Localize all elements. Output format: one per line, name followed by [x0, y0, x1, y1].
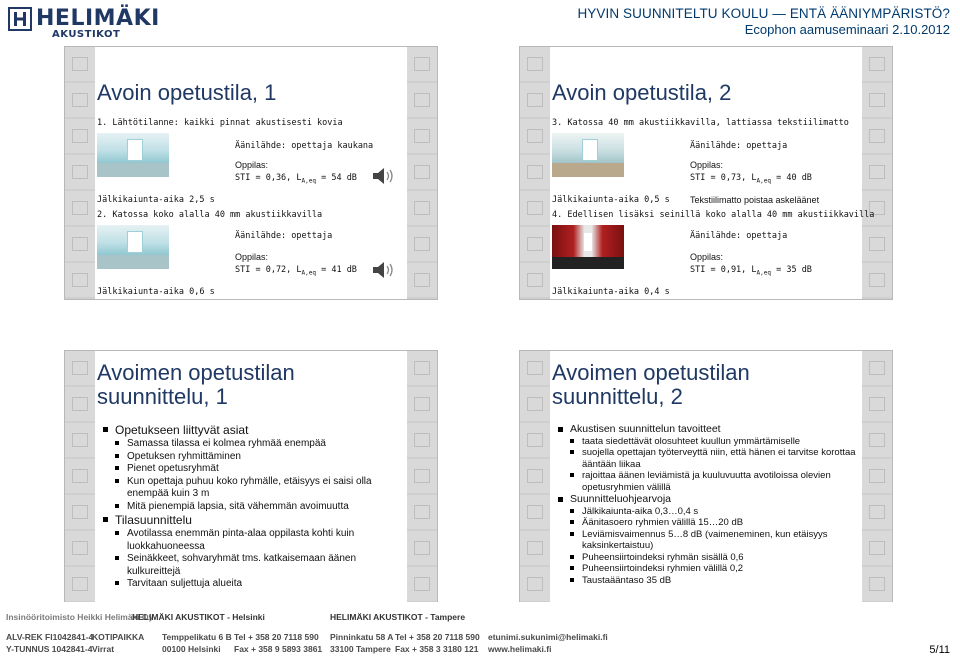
slide-thumbnail-2[interactable] [519, 46, 893, 300]
footer-vat: ALV-REK FI1042841-4 [6, 632, 94, 642]
slide-title-line1: Avoimen opetustilan [97, 360, 295, 385]
border-ornament [869, 93, 885, 107]
sound-level: = 40 dB [770, 173, 812, 183]
sti-subscript: A,eq [756, 177, 771, 185]
border-ornament [527, 237, 543, 251]
footer-website[interactable]: www.helimaki.fi [488, 644, 552, 654]
border-ornament [869, 541, 885, 555]
border-ornament [527, 201, 543, 215]
reverberation-time: Jälkikaiunta-aika 0,5 s [552, 195, 670, 205]
slide-content [550, 47, 875, 299]
border-ornament [72, 201, 88, 215]
border-ornament [527, 361, 543, 375]
sub-bullet-item: Jälkikaiunta-aika 0,3…0,4 s [556, 506, 856, 518]
border-ornament [527, 93, 543, 107]
slide-title [97, 361, 295, 409]
footer-phone-helsinki: Tel + 358 20 7118 590 [234, 632, 319, 642]
footer-office-helsinki: HELIMÄKI AKUSTIKOT - Helsinki [132, 612, 265, 622]
sound-source-label: Äänilähde: opettaja [235, 231, 333, 241]
sti-subscript: A,eq [301, 269, 316, 277]
border-ornament [527, 57, 543, 71]
border-ornament [414, 237, 430, 251]
sub-bullet-item: Äänitasoero ryhmien välillä 15…20 dB [556, 517, 856, 529]
slide-content [95, 47, 407, 299]
border-ornament [72, 397, 88, 411]
sub-bullet-item: suojella opettajan työterveyttä niin, että hänen ei tarvitse korottaa ääntään liikaa [556, 447, 856, 470]
slide-thumbnail-4[interactable] [519, 350, 893, 604]
border-ornament [869, 469, 885, 483]
sub-bullet-item: Pienet opetusryhmät [101, 463, 401, 476]
sound-level: = 41 dB [315, 265, 357, 275]
sub-bullet-item: rajoittaa äänen leviämistä ja kuuluvuutta avotiloissa olevien opetusryhmien välillä [556, 470, 856, 493]
border-ornament [414, 433, 430, 447]
footer-address-helsinki: Temppelikatu 6 B [162, 632, 232, 642]
footer [0, 602, 960, 656]
footer-fax-helsinki: Fax + 358 9 5893 3861 [234, 644, 323, 654]
border-ornament [414, 57, 430, 71]
footer-company: Insinööritoimisto Heikki Helimäki Oy [6, 612, 154, 622]
border-ornament [72, 129, 88, 143]
border-ornament [869, 237, 885, 251]
border-ornament [869, 433, 885, 447]
border-ornament [527, 273, 543, 287]
slide-thumbnail-3[interactable] [64, 350, 438, 604]
sound-source-label: Äänilähde: opettaja kaukana [235, 141, 374, 151]
slide-title [552, 361, 750, 409]
slide-content [95, 351, 407, 603]
border-ornament [72, 541, 88, 555]
sti-text: STI = 0,36, L [235, 173, 302, 183]
border-ornament [72, 469, 88, 483]
border-ornament [414, 505, 430, 519]
room-render-image [552, 225, 624, 269]
border-ornament [527, 469, 543, 483]
sub-bullet-item: Opetuksen ryhmittäminen [101, 451, 401, 464]
border-ornament [869, 273, 885, 287]
sound-level: = 35 dB [770, 265, 812, 275]
case-heading: 2. Katossa koko alalla 40 mm akustiikkavilla [97, 210, 323, 220]
case-note: Tekstiilimatto poistaa askeläänet [690, 195, 820, 205]
slide-title-line2: suunnittelu, 1 [97, 384, 228, 409]
slide-border-right [407, 47, 437, 299]
border-ornament [72, 165, 88, 179]
border-ornament [527, 541, 543, 555]
reverberation-time: Jälkikaiunta-aika 0,6 s [97, 287, 215, 297]
sti-text: STI = 0,91, L [690, 265, 757, 275]
border-ornament [869, 129, 885, 143]
border-ornament [72, 505, 88, 519]
document-title-line1: HYVIN SUUNNITELTU KOULU — ENTÄ ÄÄNIYMPÄRISTÖ? [577, 6, 950, 21]
border-ornament [72, 577, 88, 591]
border-ornament [869, 361, 885, 375]
room-render-image [97, 133, 169, 177]
footer-office-tampere: HELIMÄKI AKUSTIKOT - Tampere [330, 612, 466, 622]
footer-address-tampere: Pinninkatu 58 A [330, 632, 394, 642]
footer-phone-tampere: Tel + 358 20 7118 590 [395, 632, 480, 642]
border-ornament [527, 129, 543, 143]
slide-content [550, 351, 862, 603]
border-ornament [527, 505, 543, 519]
slide-title: Avoin opetustila, 2 [552, 80, 732, 105]
border-ornament [869, 57, 885, 71]
student-label: Oppilas: [235, 160, 269, 170]
case-heading: 1. Lähtötilanne: kaikki pinnat akustisesti kovia [97, 118, 343, 128]
helimaki-logo [8, 4, 160, 40]
sti-value [690, 173, 812, 185]
border-ornament [527, 165, 543, 179]
footer-business-id: Y-TUNNUS 1042841-4 [6, 644, 93, 654]
slide-title: Avoin opetustila, 1 [97, 80, 277, 105]
border-ornament [414, 273, 430, 287]
sti-subscript: A,eq [756, 269, 771, 277]
brand-subtitle: AKUSTIKOT [52, 29, 121, 40]
footer-domicile: Virrat [92, 644, 115, 654]
slide-border-left [65, 351, 95, 603]
border-ornament [72, 361, 88, 375]
room-render-image [97, 225, 169, 269]
border-ornament [414, 577, 430, 591]
sub-bullet-item: Tarvitaan suljettuja alueita [101, 578, 401, 591]
sub-bullet-item: Puheensiirtoindeksi ryhmien välillä 0,2 [556, 563, 856, 575]
student-label: Oppilas: [235, 252, 269, 262]
sub-bullet-item: Avotilassa enemmän pinta-alaa oppilasta kohti kuin luokkahuoneessa [101, 528, 401, 553]
footer-postcode-helsinki: 00100 Helsinki [162, 644, 221, 654]
border-ornament [414, 165, 430, 179]
sound-level: = 54 dB [315, 173, 357, 183]
border-ornament [869, 577, 885, 591]
slide-border-left [65, 47, 95, 299]
border-ornament [527, 433, 543, 447]
footer-email[interactable]: etunimi.sukunimi@helimaki.fi [488, 632, 608, 642]
border-ornament [72, 433, 88, 447]
slide-thumbnail-1[interactable] [64, 46, 438, 300]
border-ornament [414, 93, 430, 107]
sub-bullet-item: Samassa tilassa ei kolmea ryhmää enempää [101, 438, 401, 451]
border-ornament [72, 93, 88, 107]
sti-text: STI = 0,72, L [235, 265, 302, 275]
room-render-image [552, 133, 624, 177]
slide-border-right [862, 351, 892, 603]
page-number: 5/11 [929, 644, 950, 656]
sub-bullet-item: taata siedettävät olosuhteet kuullun ymmärtämiselle [556, 436, 856, 448]
slide-border-right [862, 47, 892, 299]
border-ornament [869, 165, 885, 179]
sub-bullet-item: Seinäkkeet, sohvaryhmät tms. katkaisemaan äänen kulkureittejä [101, 553, 401, 578]
document-title-line2: Ecophon aamuseminaari 2.10.2012 [744, 22, 950, 37]
speaker-icon[interactable] [371, 165, 397, 187]
bullet-list [101, 423, 401, 591]
sub-bullet-item: Kun opettaja puhuu koko ryhmälle, etäisyys ei saisi olla enempää kuin 3 m [101, 476, 401, 501]
student-label: Oppilas: [690, 252, 724, 262]
sound-source-label: Äänilähde: opettaja [690, 141, 788, 151]
bullet-item: Opetukseen liittyvät asiat [101, 423, 401, 438]
border-ornament [72, 237, 88, 251]
speaker-icon[interactable] [371, 259, 397, 281]
sti-subscript: A,eq [301, 177, 316, 185]
border-ornament [527, 397, 543, 411]
border-ornament [414, 469, 430, 483]
slide-border-right [407, 351, 437, 603]
border-ornament [869, 397, 885, 411]
sub-bullet-item: Puheensiirtoindeksi ryhmän sisällä 0,6 [556, 552, 856, 564]
header-bar [0, 0, 960, 42]
reverberation-time: Jälkikaiunta-aika 2,5 s [97, 195, 215, 205]
slide-border-left [520, 47, 550, 299]
bullet-item: Tilasuunnittelu [101, 513, 401, 528]
border-ornament [414, 541, 430, 555]
slide-title-line2: suunnittelu, 2 [552, 384, 683, 409]
border-ornament [72, 273, 88, 287]
brand-name: HELIMÄKI [36, 6, 160, 31]
bullet-list [556, 423, 856, 586]
student-label: Oppilas: [690, 160, 724, 170]
sti-value [235, 173, 357, 185]
bullet-item: Suunnitteluohjearvoja [556, 493, 856, 506]
sti-value [235, 265, 357, 277]
sub-bullet-item: Leviämisvaimennus 5…8 dB (vaimeneminen, kun etäisyys kaksinkertaistuu) [556, 529, 856, 552]
border-ornament [414, 361, 430, 375]
border-ornament [869, 505, 885, 519]
document-title [577, 6, 950, 38]
sound-source-label: Äänilähde: opettaja [690, 231, 788, 241]
border-ornament [72, 57, 88, 71]
sti-value [690, 265, 812, 277]
helimaki-logo-icon [8, 7, 32, 31]
slide-title-line1: Avoimen opetustilan [552, 360, 750, 385]
case-heading: 3. Katossa 40 mm akustiikkavilla, lattiassa tekstiilimatto [552, 118, 849, 128]
slide-border-left [520, 351, 550, 603]
footer-postcode-tampere: 33100 Tampere [330, 644, 391, 654]
reverberation-time: Jälkikaiunta-aika 0,4 s [552, 287, 670, 297]
border-ornament [527, 577, 543, 591]
border-ornament [414, 129, 430, 143]
sub-bullet-item: Taustaääntaso 35 dB [556, 575, 856, 587]
footer-domicile-label: KOTIPAIKKA [92, 632, 145, 642]
border-ornament [414, 201, 430, 215]
border-ornament [414, 397, 430, 411]
case-heading: 4. Edellisen lisäksi seinillä koko alalla 40 mm akustiikkavilla [552, 210, 875, 220]
sti-text: STI = 0,73, L [690, 173, 757, 183]
bullet-item: Akustisen suunnittelun tavoitteet [556, 423, 856, 436]
sub-bullet-item: Mitä pienempiä lapsia, sitä vähemmän avoimuutta [101, 501, 401, 514]
footer-fax-tampere: Fax + 358 3 3180 121 [395, 644, 479, 654]
